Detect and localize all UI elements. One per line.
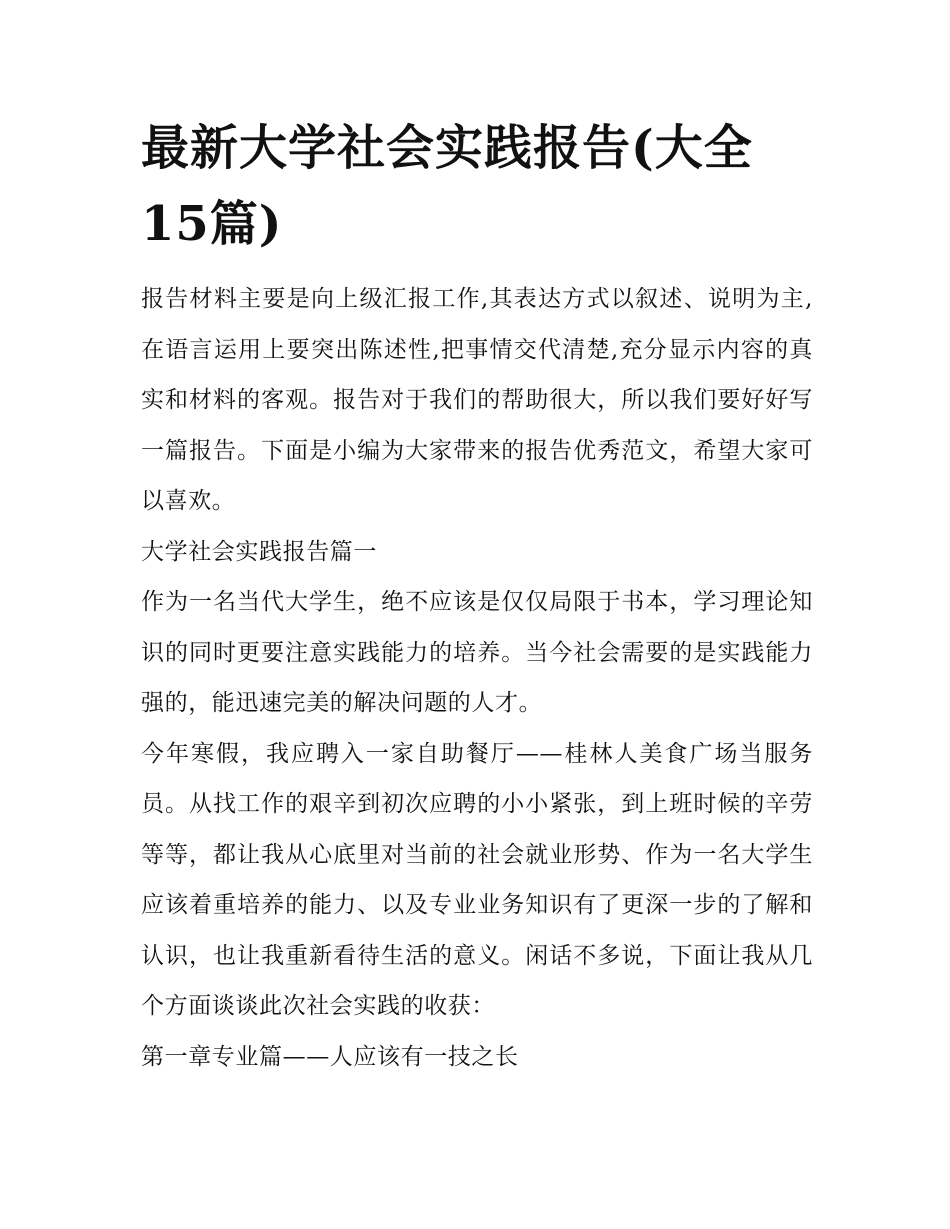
section-heading: 大学社会实践报告篇一 [141, 538, 377, 565]
document-content [141, 110, 813, 1082]
chapter-heading: 第一章专业篇——人应该有一技之长 [141, 1043, 519, 1070]
body-paragraph: 今年寒假，我应聘入一家自助餐厅——桂林人美食广场当服务员。从找工作的艰辛到初次应聘的小小紧张，到上班时候的辛劳等等，都让我从心底里对当前的社会就业形势、作为一名大学生应该着重培养的能力、以及专业业务知识有了更深一步的了解和认识，也让我重新看待生活的意义。闲话不多说，下面让我从几个方面谈谈此次社会实践的收获： [141, 740, 813, 1019]
body-paragraph: 作为一名当代大学生，绝不应该是仅仅局限于书本，学习理论知识的同时更要注意实践能力的培养。当今社会需要的是实践能力强的，能迅速完美的解决问题的人才。 [141, 589, 813, 716]
document-title: 最新大学社会实践报告(大全15篇) [141, 120, 753, 252]
intro-paragraph: 报告材料主要是向上级汇报工作,其表达方式以叙述、说明为主,在语言运用上要突出陈述性,把事情交代清楚,充分显示内容的真实和材料的客观。报告对于我们的帮助很大，所以我们要好好写一篇报告。下面是小编为大家带来的报告优秀范文，希望大家可以喜欢。 [141, 286, 813, 514]
